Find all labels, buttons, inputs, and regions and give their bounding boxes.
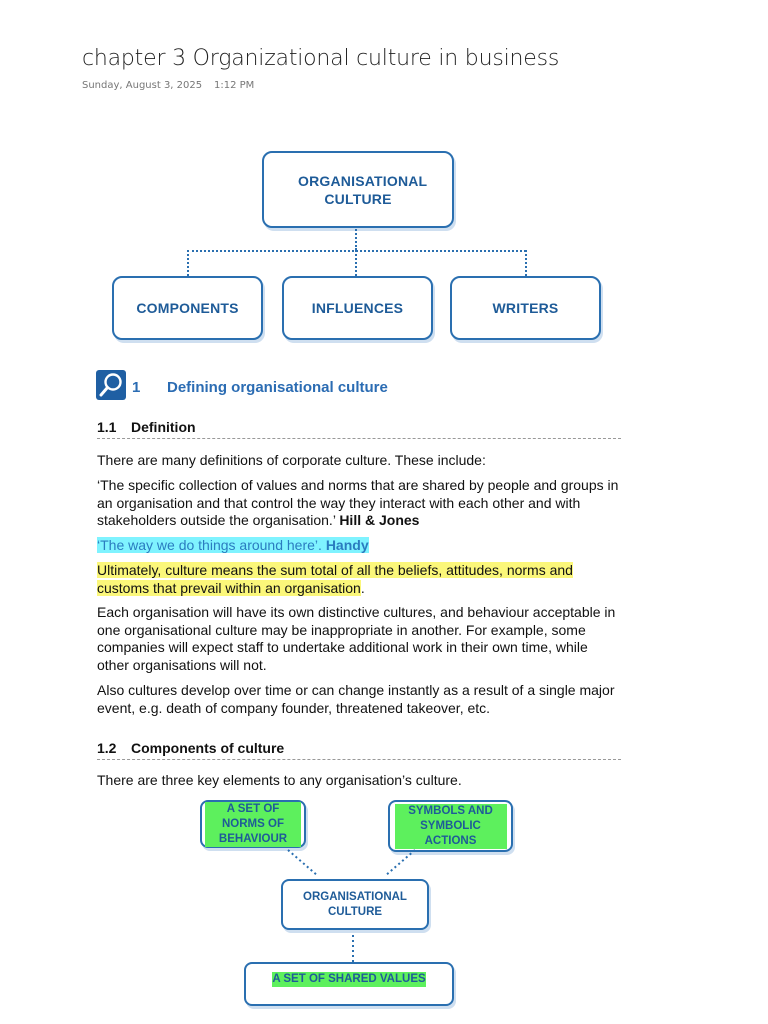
sentence-end: .	[360, 579, 365, 596]
section-title: Defining organisational culture	[167, 379, 388, 396]
subheading-title: Components of culture	[131, 740, 285, 756]
page-time: 1:12 PM	[214, 80, 255, 91]
quote-author: Hill & Jones	[339, 512, 420, 528]
quote-text: ‘The way we do things around here’.	[97, 537, 322, 553]
section-number: 1	[132, 379, 141, 396]
highlighted-text: Ultimately, culture means the sum total of all the beliefs, attitudes, norms and customs that prevail within an organisation	[97, 562, 573, 596]
paragraph-each: Each organisation will have its own distinctive cultures, and behaviour acceptable in one organisational culture may be inappropriate in another. For example, some companies will expect staff to undertake additional work in their own time, while other organisations will not.	[97, 604, 616, 673]
page-date: Sunday, August 3, 2025	[82, 80, 203, 91]
component-label-values: A SET OF SHARED VALUES	[272, 973, 426, 985]
component-box-center	[281, 879, 429, 930]
diagram-label-components: COMPONENTS	[136, 300, 239, 316]
quote-author: Handy	[325, 537, 369, 553]
component-box-values-clipped	[244, 962, 458, 985]
page-title: chapter 3 Organizational culture in business	[82, 46, 560, 71]
diagram-label-influences: INFLUENCES	[311, 300, 404, 316]
paragraph-components-intro: There are three key elements to any organisation’s culture.	[97, 772, 462, 788]
subheading-number: 1.1	[97, 419, 117, 435]
component-label-symbols: SYMBOLS AND SYMBOLIC ACTIONS	[395, 804, 507, 849]
paragraph-intro: There are many definitions of corporate culture. These include:	[97, 452, 486, 468]
subheading-number: 1.2	[97, 740, 117, 756]
diagram-label-writers: WRITERS	[492, 300, 559, 316]
component-label-norms: A SET OF NORMS OF BEHAVIOUR	[205, 802, 301, 847]
diagram-center-label: ORGANISATIONAL CULTURE	[298, 172, 428, 207]
component-label-center: ORGANISATIONAL CULTURE	[303, 890, 407, 918]
component-box-values	[244, 962, 454, 1006]
subheading-title: Definition	[131, 419, 196, 435]
quote-text: ‘The specific collection of values and norms that are shared by people and groups in an organisation and that control the way they interact with each other and with stakeholders outside the organisation.’	[97, 477, 619, 528]
paragraph-also: Also cultures develop over time or can change instantly as a result of a single major event, e.g. death of company founder, threatened takeover, etc.	[97, 682, 615, 716]
